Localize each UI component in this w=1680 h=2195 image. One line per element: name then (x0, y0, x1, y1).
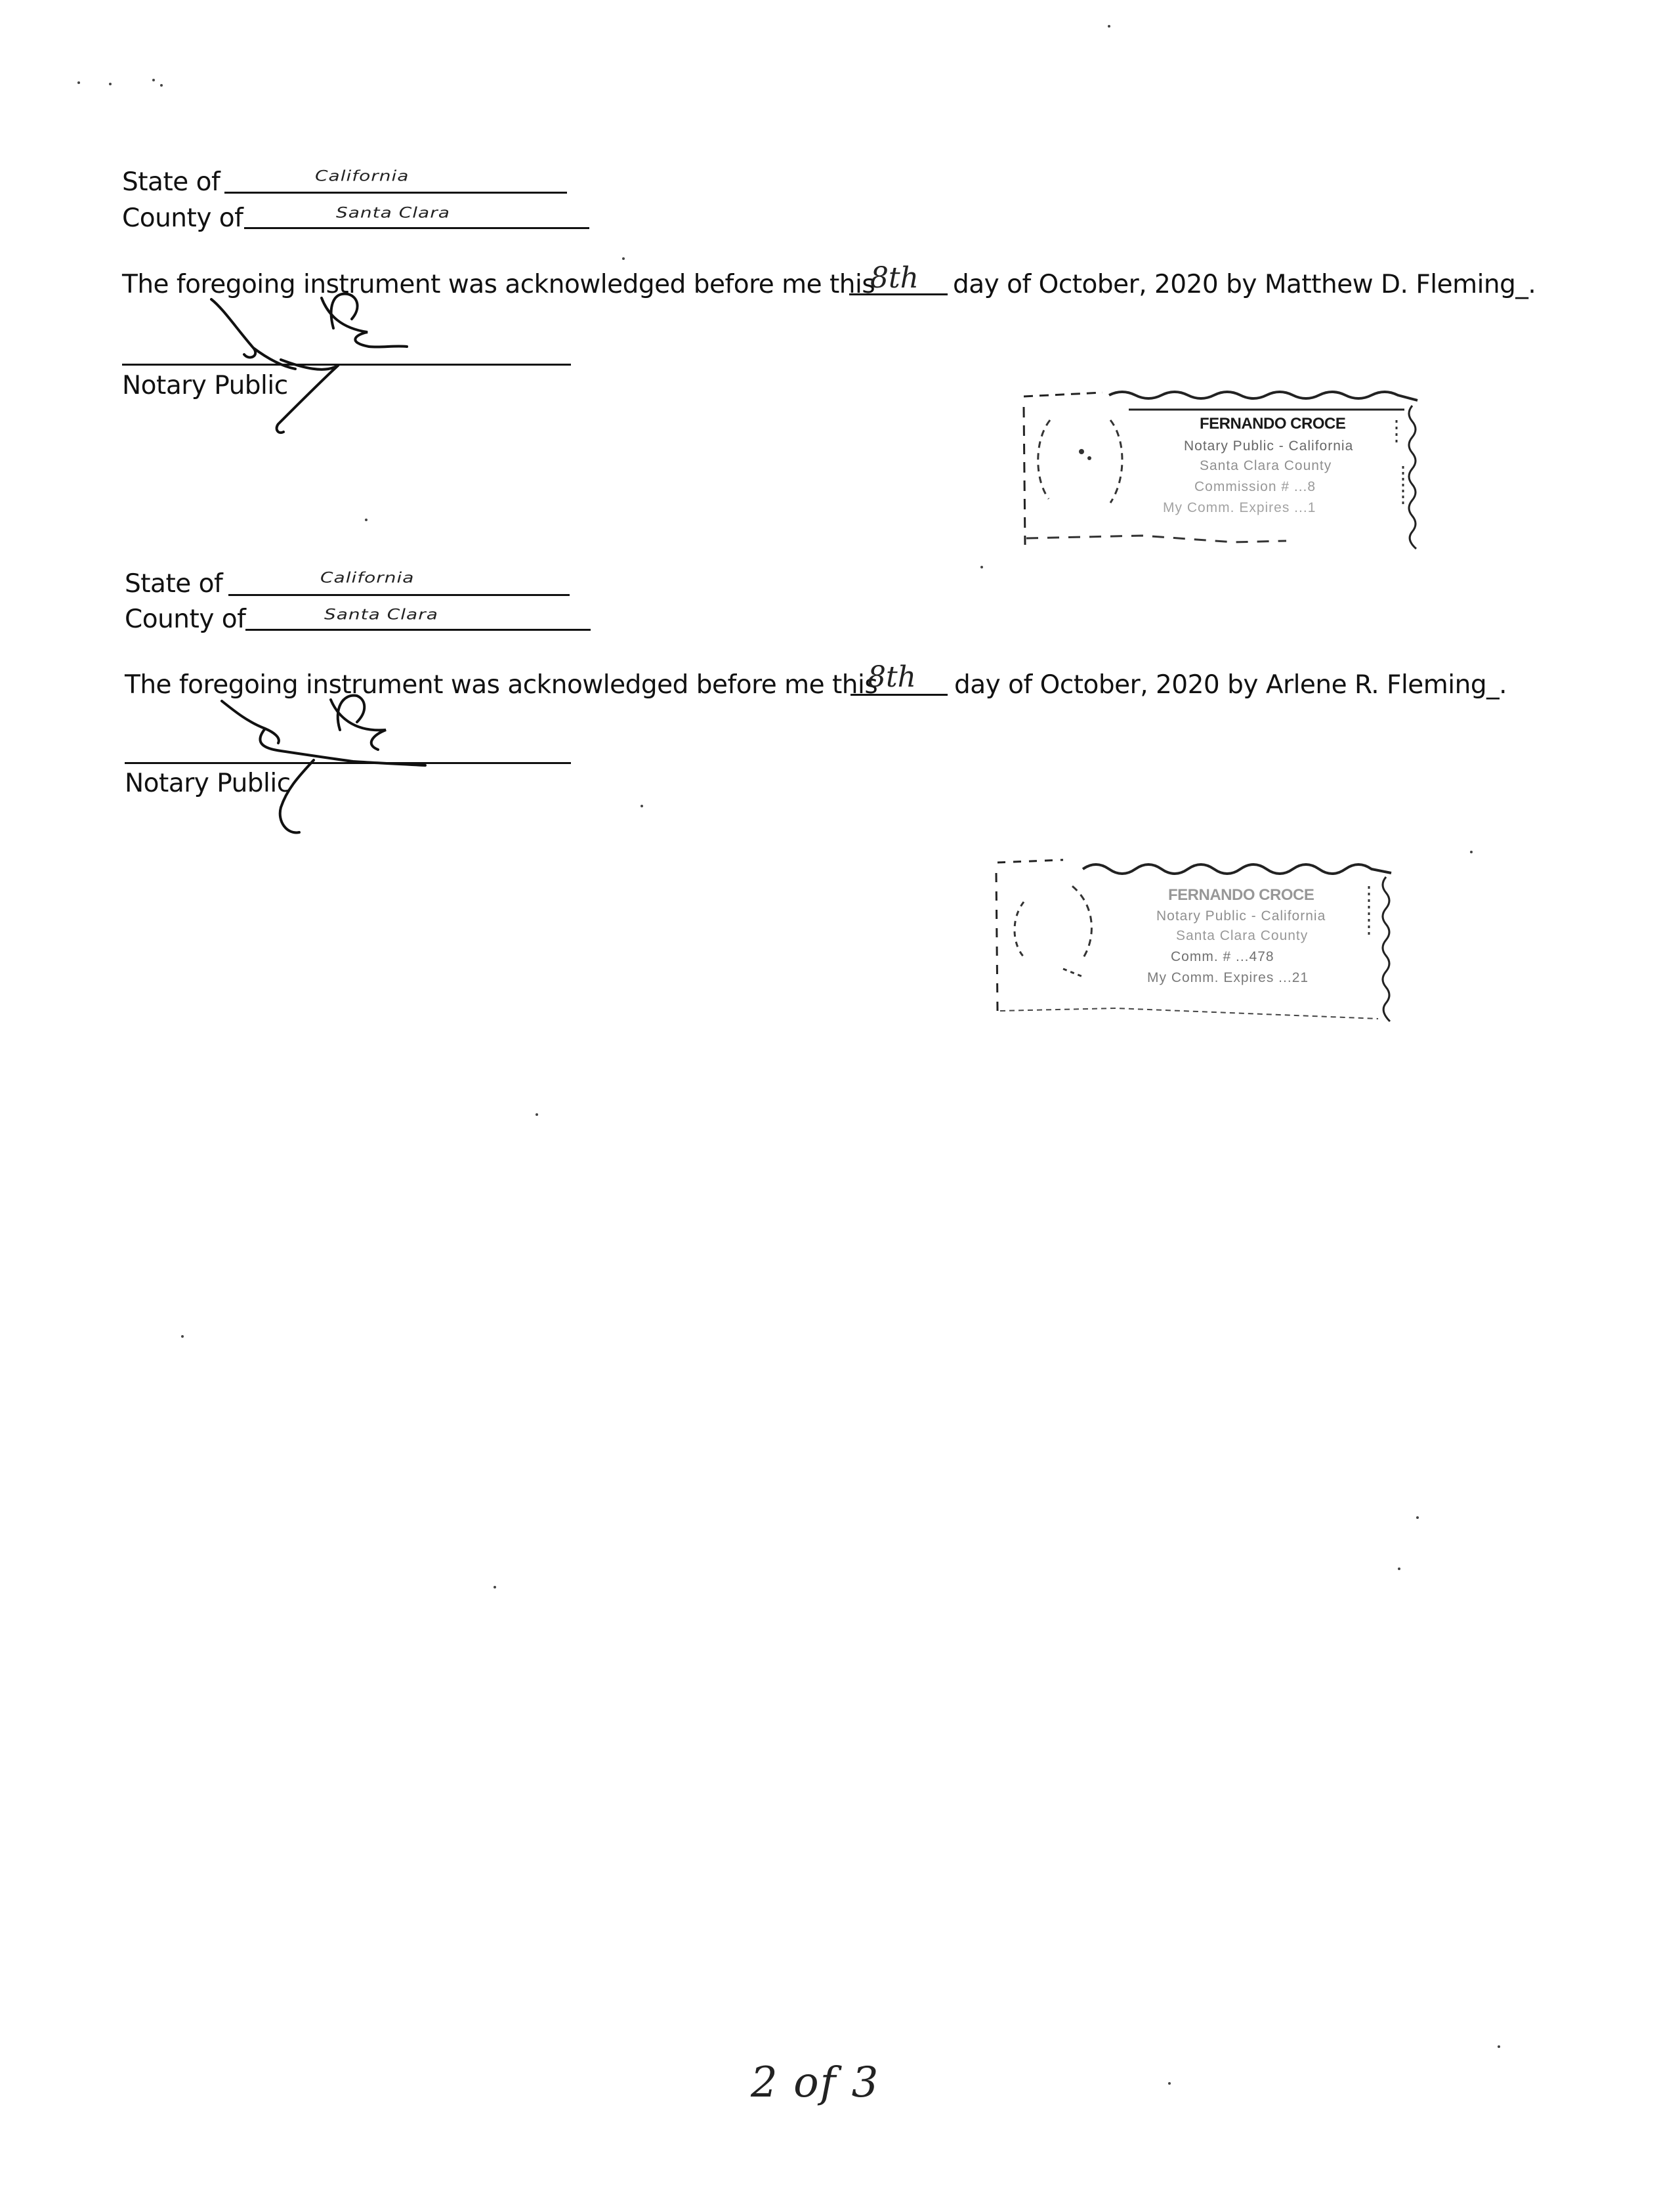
page-number-handwritten: 2 of 3 (751, 2058, 880, 2107)
day-handwritten-value: 8th (870, 261, 919, 295)
state-label: State of (122, 167, 220, 197)
county-blank (245, 629, 591, 631)
state-handwritten-value: California (320, 568, 415, 586)
acknowledgment-statement-prefix: The foregoing instrument was acknowledged before me this (125, 670, 878, 700)
county-label: County of (122, 203, 243, 233)
stamp-notary-name: FERNANDO CROCE (1168, 886, 1314, 904)
scan-speck (77, 81, 80, 84)
scan-speck (181, 1335, 184, 1338)
stamp-line-2: Santa Clara County (1200, 458, 1332, 473)
day-blank (850, 694, 948, 696)
notary-seal-stamp (1011, 381, 1431, 558)
stamp-line-1: Notary Public - California (1184, 438, 1354, 454)
state-label: State of (125, 569, 223, 599)
scan-speck (536, 1113, 538, 1116)
county-handwritten-value: Santa Clara (336, 203, 450, 221)
state-blank (228, 594, 570, 596)
stamp-line-1: Notary Public - California (1156, 908, 1326, 924)
notary-public-label: Notary Public (122, 371, 288, 400)
notary-public-label: Notary Public (125, 769, 291, 798)
scan-speck (152, 79, 155, 81)
county-handwritten-value: Santa Clara (324, 605, 438, 623)
scan-speck (109, 83, 112, 85)
notary-seal-stamp (984, 847, 1404, 1031)
scan-speck (1498, 2045, 1500, 2048)
scan-speck (494, 1586, 496, 1588)
scan-speck (980, 566, 983, 568)
scan-speck (160, 84, 163, 87)
scan-speck (640, 805, 643, 807)
scan-speck (1470, 851, 1473, 853)
scan-speck (365, 519, 368, 521)
stamp-line-2: Santa Clara County (1176, 928, 1309, 943)
acknowledgment-statement-suffix: day of October, 2020 by Matthew D. Fleming_. (953, 270, 1536, 299)
scan-speck (622, 257, 625, 260)
county-blank (244, 227, 589, 229)
notary-signature (197, 282, 433, 440)
acknowledgment-statement-suffix: day of October, 2020 by Arlene R. Fleming_. (954, 670, 1507, 700)
notary-signature (202, 683, 465, 847)
state-blank (224, 192, 567, 194)
stamp-line-3: Commission # ...8 (1194, 479, 1316, 494)
county-label: County of (125, 605, 246, 634)
day-handwritten-value: 8th (868, 660, 917, 694)
state-handwritten-value: California (315, 167, 410, 184)
stamp-line-4: My Comm. Expires ...1 (1163, 500, 1316, 515)
stamp-notary-name: FERNANDO CROCE (1200, 415, 1346, 433)
scan-speck (1168, 2082, 1171, 2085)
scan-speck (1398, 1567, 1400, 1570)
stamp-line-3: Comm. # ...478 (1171, 949, 1274, 964)
scan-speck (1416, 1516, 1419, 1519)
stamp-line-4: My Comm. Expires ...21 (1147, 970, 1309, 985)
acknowledgment-statement-prefix: The foregoing instrument was acknowledged before me this (122, 270, 875, 299)
scan-speck (1108, 25, 1110, 28)
